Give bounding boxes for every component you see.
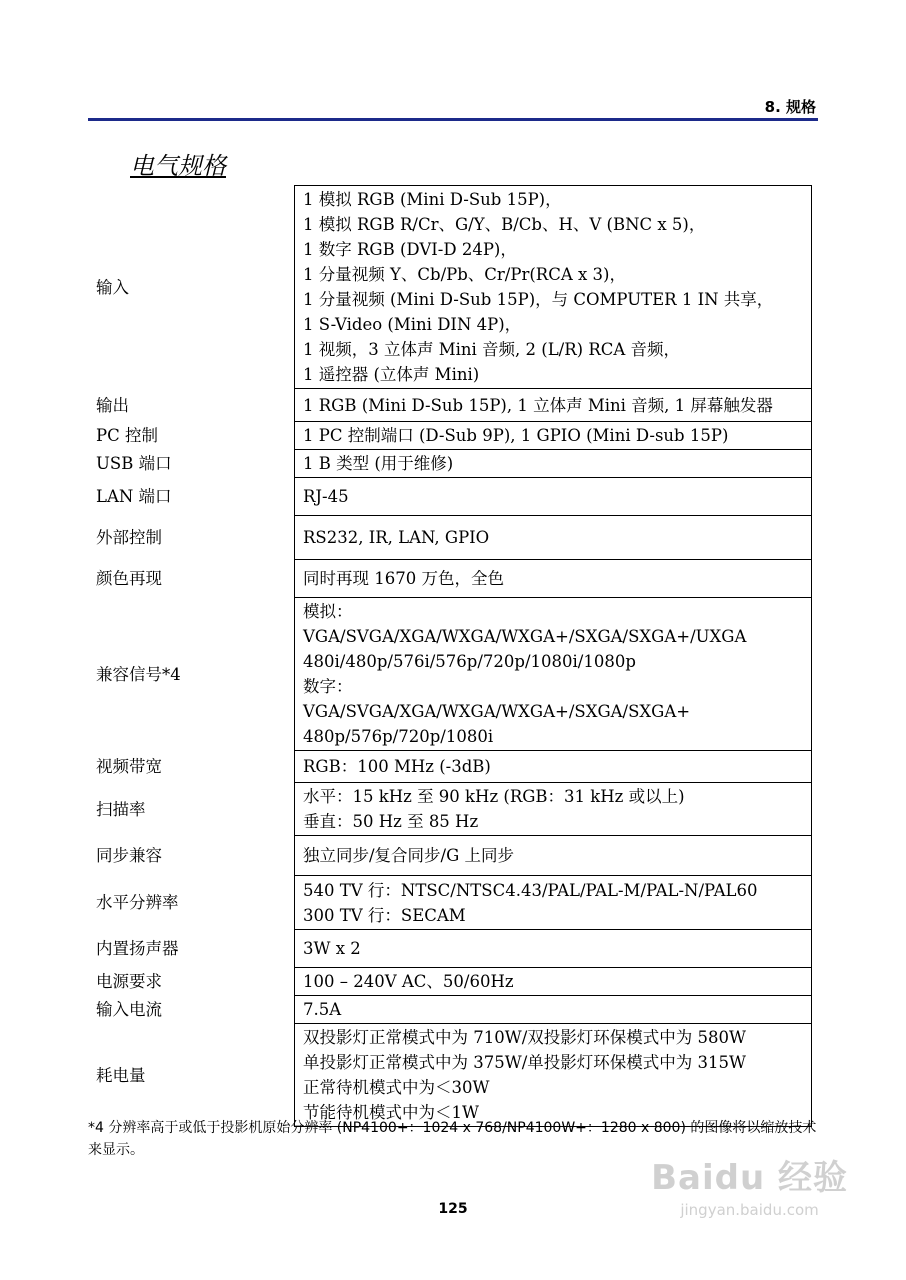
spec-value-line: 1 RGB (Mini D-Sub 15P), 1 立体声 Mini 音频, 1 屏幕触发器 <box>303 395 773 415</box>
spec-value-line: RS232, IR, LAN, GPIO <box>303 528 490 547</box>
spec-row <box>88 450 812 478</box>
spec-value <box>295 968 812 996</box>
spec-row <box>88 996 812 1024</box>
spec-value-line: 1 分量视频 Y、Cb/Pb、Cr/Pr(RCA x 3)， <box>303 265 626 284</box>
spec-label: 电源要求 <box>96 972 162 991</box>
spec-row <box>88 186 812 389</box>
section-header: 8. 规格 <box>764 98 816 116</box>
spec-value <box>295 422 812 450</box>
spec-value <box>295 1024 812 1127</box>
spec-value-line: 数字： <box>303 677 353 696</box>
spec-value-line: 1 模拟 RGB (Mini D-Sub 15P)， <box>303 190 562 209</box>
spec-value-line: 1 数字 RGB (DVI-D 24P)， <box>303 240 517 259</box>
spec-value <box>295 783 812 836</box>
spec-value-line: 双投影灯正常模式中为 710W/双投影灯环保模式中为 580W <box>303 1028 746 1047</box>
watermark-brand: Baidu 经验 <box>651 1158 848 1198</box>
spec-value-line: 正常待机模式中为＜30W <box>303 1078 490 1097</box>
spec-value-line: 3W x 2 <box>303 939 361 958</box>
footnote: *4 分辨率高于或低于投影机原始分辨率 (NP4100+：1024 x 768/NP4100W+：1280 x 800) 的图像将以缩放技术来显示。 <box>88 1120 817 1158</box>
watermark <box>651 1150 848 1219</box>
spec-value-line: 480p/576p/720p/1080i <box>303 727 494 746</box>
spec-value-line: 100 – 240V AC、50/60Hz <box>303 972 514 991</box>
spec-row <box>88 560 812 598</box>
spec-value-line: 1 B 类型 (用于维修) <box>303 454 454 473</box>
spec-value-line: 480i/480p/576i/576p/720p/1080i/1080p <box>303 652 636 671</box>
spec-value <box>295 836 812 876</box>
spec-row <box>88 422 812 450</box>
spec-value-line: 7.5A <box>303 1000 342 1019</box>
spec-value-line: 540 TV 行：NTSC/NTSC4.43/PAL/PAL-M/PAL-N/PAL60 <box>303 880 758 900</box>
spec-value-line: 同时再现 1670 万色，全色 <box>303 569 504 588</box>
spec-value-line: 独立同步/复合同步/G 上同步 <box>303 846 515 865</box>
spec-row <box>88 516 812 560</box>
spec-value-line: 1 分量视频 (Mini D-Sub 15P)，与 COMPUTER 1 IN 共享， <box>303 290 774 309</box>
spec-row <box>88 478 812 516</box>
spec-row <box>88 751 812 783</box>
spec-value-line: RGB：100 MHz (-3dB) <box>303 757 491 776</box>
spec-label: 内置扬声器 <box>96 939 179 958</box>
spec-label: 扫描率 <box>96 799 146 819</box>
spec-value-line: 垂直：50 Hz 至 85 Hz <box>303 812 479 831</box>
spec-label: 输出 <box>96 395 129 415</box>
page-number: 125 <box>438 1201 468 1217</box>
spec-value-line: 300 TV 行：SECAM <box>303 905 466 925</box>
spec-value <box>295 560 812 598</box>
spec-value <box>295 751 812 783</box>
spec-value-line: RJ-45 <box>303 487 349 506</box>
spec-row <box>88 389 812 422</box>
spec-label: 输入 <box>96 277 129 297</box>
spec-table-body <box>88 186 812 1127</box>
spec-label: 耗电量 <box>96 1065 146 1085</box>
spec-row <box>88 930 812 968</box>
spec-value-line: VGA/SVGA/XGA/WXGA/WXGA+/SXGA/SXGA+/UXGA <box>303 627 747 646</box>
spec-value <box>295 478 812 516</box>
spec-label: LAN 端口 <box>96 487 172 506</box>
spec-value <box>295 930 812 968</box>
spec-value <box>295 450 812 478</box>
spec-label: USB 端口 <box>96 454 172 473</box>
spec-value-line: 水平：15 kHz 至 90 kHz (RGB：31 kHz 或以上) <box>303 787 685 806</box>
spec-row <box>88 968 812 996</box>
spec-value-line: 1 PC 控制端口 (D-Sub 9P), 1 GPIO (Mini D-sub 15P) <box>303 426 729 445</box>
spec-value-line: 1 视频，3 立体声 Mini 音频, 2 (L/R) RCA 音频， <box>303 340 681 359</box>
spec-value <box>295 516 812 560</box>
spec-row <box>88 836 812 876</box>
spec-label: 水平分辨率 <box>96 893 179 912</box>
spec-row <box>88 783 812 836</box>
spec-value-line: 1 S-Video (Mini DIN 4P)， <box>303 315 522 334</box>
spec-value-line: 模拟： <box>303 602 353 621</box>
spec-value <box>295 598 812 751</box>
spec-label: PC 控制 <box>96 426 158 445</box>
spec-label: 外部控制 <box>96 528 162 547</box>
spec-value <box>295 186 812 389</box>
spec-value-line: VGA/SVGA/XGA/WXGA/WXGA+/SXGA/SXGA+ <box>303 702 691 721</box>
page-title: 电气规格 <box>130 152 226 180</box>
spec-table <box>88 185 812 1127</box>
spec-label: 视频带宽 <box>96 757 162 776</box>
spec-label: 输入电流 <box>96 1000 162 1019</box>
spec-label: 兼容信号*4 <box>96 664 181 684</box>
spec-value-line: 1 遥控器 (立体声 Mini) <box>303 365 480 384</box>
spec-label: 颜色再现 <box>96 569 162 588</box>
spec-value-line: 节能待机模式中为＜1W <box>303 1103 479 1122</box>
spec-row <box>88 598 812 751</box>
spec-value-line: 单投影灯正常模式中为 375W/单投影灯环保模式中为 315W <box>303 1053 746 1072</box>
spec-row <box>88 876 812 930</box>
spec-value <box>295 389 812 422</box>
watermark-url: jingyan.baidu.com <box>680 1201 819 1219</box>
spec-value <box>295 996 812 1024</box>
spec-value-line: 1 模拟 RGB R/Cr、G/Y、B/Cb、H、V (BNC x 5)， <box>303 215 706 234</box>
header-rule <box>88 118 818 121</box>
spec-value <box>295 876 812 930</box>
spec-label: 同步兼容 <box>96 846 162 865</box>
spec-row <box>88 1024 812 1127</box>
